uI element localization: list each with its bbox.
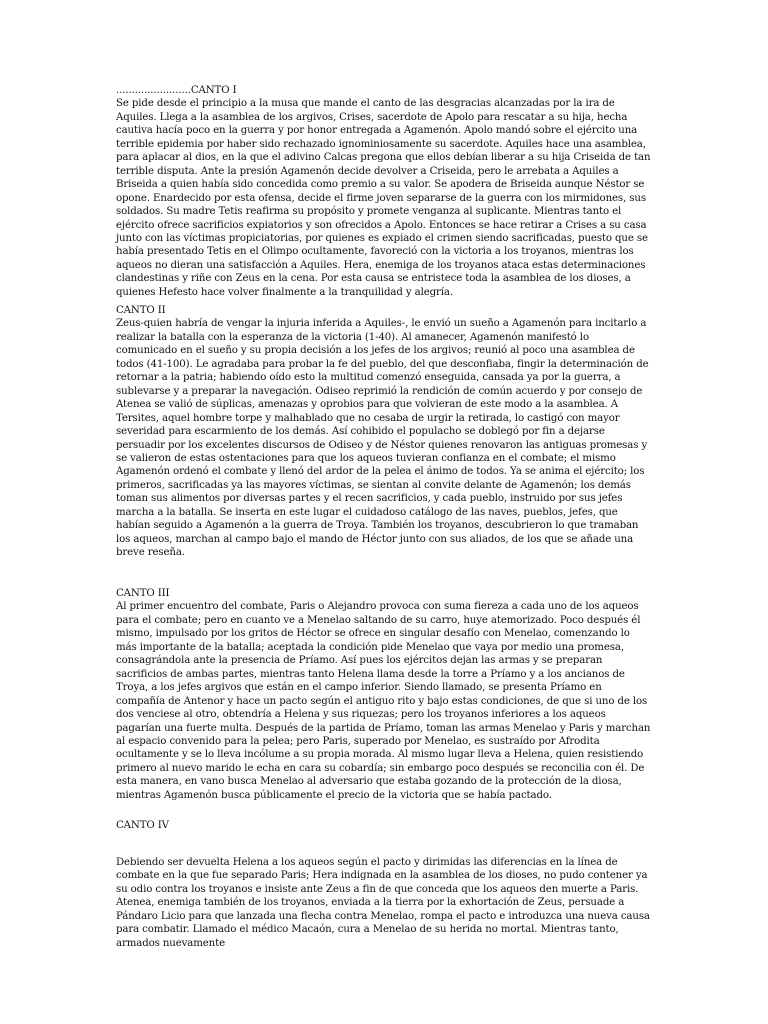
- section-text-canto-1: Se pide desde el principio a la musa que mande el canto de las desgracias alcanzadas por la ira de Aquiles. Llega a la asamblea de los argivos, Crises, sacerdote de Apolo para rescatar a su hija, hecha cautiva hacía poco en la guerra y por honor entregada a Agamenón. Apolo mandó sobre el ejército una terrible epidemia por haber sido rechazado ignominiosamente su sacerdote. Aquiles hace una asamblea, para aplacar al dios, en la que el adivino Calcas pregona que ellos debían liberar a su hija Criseida de tan terrible disputa. Ante la presión Agamenón decide devolver a Criseida, pero le arrebata a Aquiles a Briseida a quien había sido concedida como premio a su valor. Se apodera de Briseida aunque Néstor se opone. Enardecido por esta ofensa, decide el firme joven separarse de la guerra con los mirmidones, sus soldados. Su madre Tetis reafirma su propósito y promete venganza al suplicante. Mientras tanto el ejército ofrece sacrificios expiatorios y son ofrecidos a Apolo. Entonces se hace retirar a Crises a su casa junto con las víctimas propiciatorias, por quienes es expiado el crimen siendo sacrificadas, puesto que se había presentado Tetis en el Olimpo ocultamente, favoreció con la victoria a los troyanos, mientras los aqueos no dieran una satisfacción a Aquiles. Hera, enemiga de los troyanos ataca estas determinaciones clandestinas y riñe con Zeus en la cena. Por esta causa se entristece toda la asamblea de los dioses, a quienes Hefesto hace volver finalmente a la tranquilidad y alegría.: [116, 98, 651, 298]
- section-text-canto-4: Debiendo ser devuelta Helena a los aqueos según el pacto y dirimidas las diferencias en la línea de combate en la que fue separado Paris; Hera indignada en la asamblea de los dioses, no pudo contener ya su odio contra los troyanos e insiste ante Zeus a fin de que conceda que los aqueos den muerte a Paris. Atenea, enemiga también de los troyanos, enviada a la tierra por la exhortación de Zeus, persuade a Pándaro Licio para que lanzada una flecha contra Menelao, rompa el pacto e introduzca una nueva causa para combatir. Llamado el médico Macaón, cura a Menelao de su herida no mortal. Mientras tanto, armados nuevamente: [116, 857, 650, 949]
- section-title-canto-4: CANTO IV: [116, 820, 169, 831]
- section-text-canto-3: Al primer encuentro del combate, Paris o Alejandro provoca con suma fiereza a cada uno de los aqueos para el combate; pero en cuanto ve a Menelao saltando de su carro, huye atemorizado. Poco después él mismo, impulsado por los gritos de Héctor se ofrece en singular desafío con Menelao, comenzando lo más importante de la batalla; aceptada la condición pide Menelao que vaya por medio una promesa, consagrándola ante la presencia de Príamo. Así pues los ejércitos dejan las armas y se preparan sacrificios de ambas partes, mientras tanto Helena llama desde la torre a Príamo y a los ancianos de Troya, a los jefes argivos que están en el campo inferior. Siendo llamado, se presenta Príamo en compañía de Antenor y hace un pacto según el antiguo rito y bajo estas condiciones, de que si uno de los dos venciese al otro, obtendría a Helena y sus riquezas; pero los troyanos inferiores a los aqueos pagarían una fuerte multa. Después de la partida de Príamo, toman las armas Menelao y Paris y marchan al espacio convenido para la pelea; pero Paris, superado por Menelao, es sustraído por Afrodita ocultamente y se lo lleva incólume a su propia morada. Al mismo lugar lleva a Helena, quien resistiendo primero al nuevo marido le echa en cara su cobardía; sin embargo poco después se reconcilia con él. De esta manera, en vano busca Menelao al adversario que estaba gozando de la protección de la diosa, mientras Agamenón busca públicamente el precio de la victoria que se había pactado.: [116, 601, 651, 801]
- section-canto-3: [116, 587, 652, 802]
- section-canto-1: [116, 84, 652, 299]
- section-canto-4: [116, 856, 652, 950]
- section-canto-4-heading: [116, 819, 652, 832]
- section-canto-2: [116, 304, 652, 560]
- section-title-canto-3: CANTO III: [116, 588, 170, 599]
- section-title-canto-1: ........................CANTO I: [116, 85, 237, 96]
- section-title-canto-2: CANTO II: [116, 305, 166, 316]
- section-text-canto-2: Zeus-quien habría de vengar la injuria inferida a Aquiles-, le envió un sueño a Agamenón para incitarlo a realizar la batalla con la esperanza de la victoria (1-40). Al amanecer, Agamenón manifestó lo comunicado en el sueño y su propia decisión a los jefes de los argivos; reunió al poco una asamblea de todos (41-100). Le agradaba para probar la fe del pueblo, del que desconfiaba, fingir la determinación de retornar a la patria; habiendo oído esto la multitud comenzó enseguida, cansada ya por la guerra, a sublevarse y a preparar la navegación. Odiseo reprimió la rendición de común acuerdo y por consejo de Atenea se valió de súplicas, amenazas y oprobios para que volvieran de este modo a la asamblea. A Tersites, aquel hombre torpe y malhablado que no cesaba de urgir la retirada, lo castigó con mayor severidad para escarmiento de los demás. Así cohibido el populacho se doblegó por fin a dejarse persuadir por los excelentes discursos de Odiseo y de Néstor quienes renovaron las antiguas promesas y se valieron de estas ostentaciones para que los aqueos tuvieran confianza en el combate; el mismo Agamenón ordenó el combate y llenó del ardor de la pelea el ánimo de todos. Ya se anima el ejército; los primeros, sacrificadas ya las mayores víctimas, se sientan al convite delante de Agamenón; los demás toman sus alimentos por diversas partes y el recen sacrificios, y cada pueblo, instruido por sus jefes marcha a la batalla. Se inserta en este lugar el cuidadoso catálogo de las naves, pueblos, jefes, que habían seguido a Agamenón a la guerra de Troya. También los troyanos, descubrieron lo que tramaban los aqueos, marchan al campo bajo el mando de Héctor junto con sus aliados, de los que se añade una breve reseña.: [116, 318, 649, 559]
